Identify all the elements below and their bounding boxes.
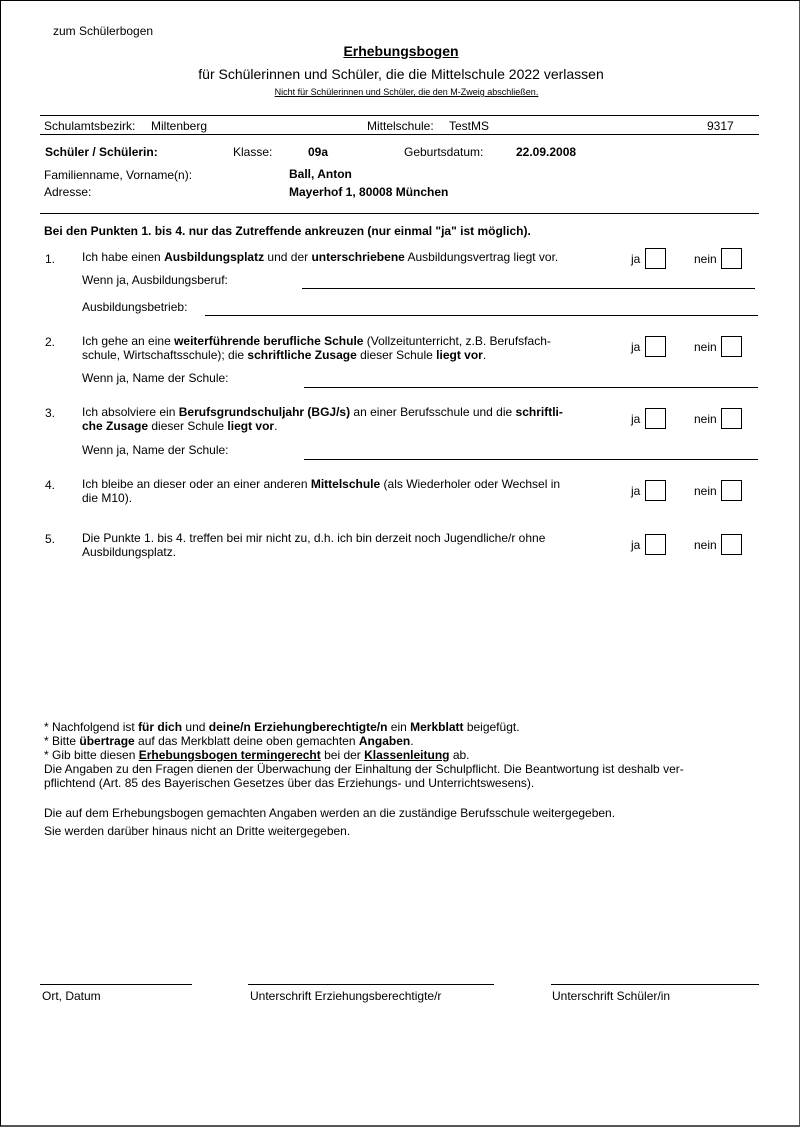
question-number: 1. (45, 252, 56, 266)
note-purpose-line1: Die Angaben zu den Fragen dienen der Überwachung der Einhaltung der Schulpflicht. Die Beantwortung ist deshalb ver- (44, 762, 684, 776)
school-value: TestMS (449, 119, 490, 133)
no-checkbox[interactable] (721, 336, 742, 357)
note-transfer: * Bitte übertrage auf das Merkblatt deine oben gemachten Angaben. (44, 734, 414, 748)
address-label: Adresse: (44, 185, 92, 199)
form-subtitle: für Schülerinnen und Schüler, die die Mittelschule 2022 verlassen (198, 66, 604, 82)
guardian-signature-label: Unterschrift Erziehungsberechtigte/r (250, 989, 442, 1003)
question-number: 4. (45, 478, 56, 492)
note-forwarding-line2: Sie werden darüber hinaus nicht an Dritte weitergegeben. (44, 824, 351, 838)
name-label: Familienname, Vorname(n): (44, 168, 193, 182)
sub-label-company: Ausbildungsbetrieb: (82, 300, 188, 314)
school-number: 9317 (707, 119, 734, 133)
no-checkbox[interactable] (721, 480, 742, 501)
company-input-line[interactable] (205, 315, 758, 316)
yes-label: ja (631, 340, 641, 354)
no-label: nein (694, 340, 717, 354)
student-signature-label: Unterschrift Schüler/in (552, 989, 671, 1003)
no-label: nein (694, 252, 717, 266)
note-attachment: * Nachfolgend ist für dich und deine/n Erziehungberechtigte/n ein Merkblatt beigefügt. (44, 720, 520, 734)
sub-label-school: Wenn ja, Name der Schule: (82, 443, 229, 457)
no-label: nein (694, 484, 717, 498)
yes-label: ja (631, 412, 641, 426)
note-forwarding-line1: Die auf dem Erhebungsbogen gemachten Angaben werden an die zuständige Berufsschule weitergegeben. (44, 806, 616, 820)
school-name-input-line[interactable] (304, 459, 758, 460)
form-note: Nicht für Schülerinnen und Schüler, die den M-Zweig abschließen. (274, 87, 539, 97)
question-text: Die Punkte 1. bis 4. treffen bei mir nicht zu, d.h. ich bin derzeit noch Jugendliche/r ohne Ausbildungsplatz. (82, 531, 546, 559)
yes-label: ja (631, 484, 641, 498)
note-submit: * Gib bitte diesen Erhebungsbogen termingerecht bei der Klassenleitung ab. (44, 748, 470, 762)
birth-label: Geburtsdatum: (404, 145, 484, 159)
district-value: Miltenberg (151, 119, 208, 133)
profession-input-line[interactable] (302, 288, 755, 289)
question-text: Ich bleibe an dieser oder an einer anderen Mittelschule (als Wiederholer oder Wechsel in die M10). (82, 477, 561, 505)
back-link[interactable]: zum Schülerbogen (53, 24, 154, 38)
divider (40, 134, 759, 135)
yes-checkbox[interactable] (645, 336, 666, 357)
class-label: Klasse: (233, 145, 273, 159)
yes-label: ja (631, 538, 641, 552)
sub-label-school: Wenn ja, Name der Schule: (82, 371, 229, 385)
question-number: 2. (45, 335, 56, 349)
yes-checkbox[interactable] (645, 248, 666, 269)
yes-checkbox[interactable] (645, 480, 666, 501)
form-title: Erhebungsbogen (343, 43, 459, 59)
yes-label: ja (631, 252, 641, 266)
divider (40, 213, 759, 214)
question-text: Ich habe einen Ausbildungsplatz und der unterschriebene Ausbildungsvertrag liegt vor. (82, 250, 559, 264)
district-label: Schulamtsbezirk: (44, 119, 136, 133)
school-name-input-line[interactable] (304, 387, 758, 388)
yes-checkbox[interactable] (645, 534, 666, 555)
student-signature-line[interactable] (551, 984, 759, 985)
no-checkbox[interactable] (721, 248, 742, 269)
no-label: nein (694, 538, 717, 552)
guardian-signature-line[interactable] (248, 984, 494, 985)
note-purpose-line2: pflichtend (Art. 85 des Bayerischen Gesetzes über das Erziehungs- und Unterrichtswesens). (44, 776, 535, 790)
question-text: Ich gehe an eine weiterführende berufliche Schule (Vollzeitunterricht, z.B. Berufsfach- schule, Wirtschaftsschule); die schriftliche Zusage dieser Schule liegt vor. (82, 334, 551, 362)
question-text: Ich absolviere ein Berufsgrundschuljahr (BGJ/s) an einer Berufsschule und die schriftli- che Zusage dieser Schule liegt vor. (82, 405, 563, 433)
question-number: 3. (45, 406, 56, 420)
name-value: Ball, Anton (289, 167, 352, 181)
school-label: Mittelschule: (367, 119, 434, 133)
instructions: Bei den Punkten 1. bis 4. nur das Zutreffende ankreuzen (nur einmal "ja" ist möglich). (44, 224, 531, 238)
class-value: 09a (308, 145, 329, 159)
question-number: 5. (45, 532, 56, 546)
student-heading: Schüler / Schülerin: (45, 145, 158, 159)
address-value: Mayerhof 1, 80008 München (289, 185, 449, 199)
no-label: nein (694, 412, 717, 426)
place-date-label: Ort, Datum (42, 989, 101, 1003)
no-checkbox[interactable] (721, 534, 742, 555)
notes-block (44, 720, 764, 838)
yes-checkbox[interactable] (645, 408, 666, 429)
divider (40, 115, 759, 116)
no-checkbox[interactable] (721, 408, 742, 429)
sub-label-profession: Wenn ja, Ausbildungsberuf: (82, 273, 228, 287)
birth-value: 22.09.2008 (516, 145, 577, 159)
place-date-line[interactable] (40, 984, 192, 985)
